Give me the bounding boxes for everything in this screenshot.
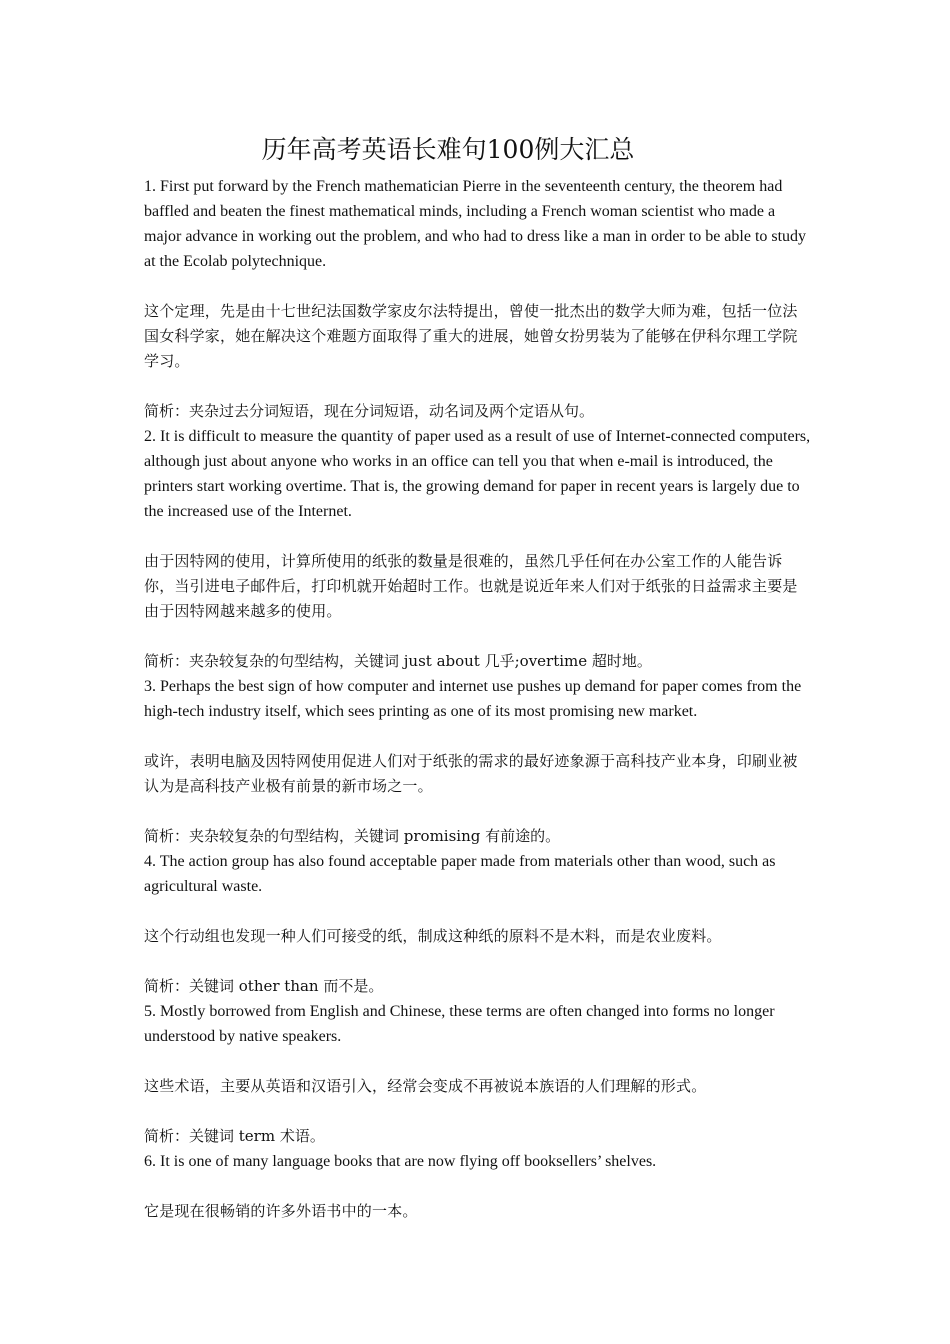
sentence-item-5 — [144, 999, 812, 1149]
sentence-item-1 — [144, 174, 812, 424]
chinese-translation: 或许，表明电脑及因特网使用促进人们对于纸张的需求的最好迹象源于高科技产业本身，印刷业被认为是高科技产业极有前景的新市场之一。 — [144, 752, 798, 795]
chinese-translation: 这个定理，先是由十七世纪法国数学家皮尔法特提出，曾使一批杰出的数学大师为难，包括一位法国女科学家，她在解决这个难题方面取得了重大的进展，她曾女扮男装为了能够在伊科尔理工学院学习。 — [144, 302, 798, 370]
chinese-translation: 它是现在很畅销的许多外语书中的一本。 — [144, 1202, 418, 1220]
sentence-item-2 — [144, 424, 812, 674]
english-sentence: 3. Perhaps the best sign of how computer and internet use pushes up demand for paper comes from the high-tech industry itself, which sees printing as one of its most promising new market. — [144, 678, 802, 720]
sentence-item-3 — [144, 674, 812, 849]
chinese-translation: 这个行动组也发现一种人们可接受的纸，制成这种纸的原料不是木料，而是农业废料。 — [144, 927, 722, 945]
chinese-translation: 这些术语，主要从英语和汉语引入，经常会变成不再被说本族语的人们理解的形式。 — [144, 1077, 707, 1095]
analysis-note: 简析：夹杂过去分词短语，现在分词短语，动名词及两个定语从句。 — [144, 402, 595, 420]
english-sentence: 6. It is one of many language books that are now flying off booksellers’ shelves. — [144, 1153, 657, 1170]
document-title: 历年高考英语长难句100例大汇总 — [261, 135, 635, 164]
sentence-item-6 — [144, 1149, 812, 1224]
english-sentence: 4. The action group has also found acceptable paper made from materials other than wood, such as agricultural waste. — [144, 853, 776, 895]
analysis-note: 简析：关键词 term 术语。 — [144, 1127, 325, 1145]
english-sentence: 1. First put forward by the French mathematician Pierre in the seventeenth century, the theorem had baffled and beaten the finest mathematical minds, including a French woman scientist who made a major advance in working out the problem, and who had to dress like a man in order to be able to study at the Ecolab polytechnique. — [144, 178, 807, 270]
document-body — [144, 174, 812, 1224]
analysis-note: 简析：夹杂较复杂的句型结构，关键词 promising 有前途的。 — [144, 827, 561, 845]
analysis-note: 简析：夹杂较复杂的句型结构，关键词 just about 几乎;overtime 超时地。 — [144, 652, 652, 670]
analysis-note: 简析：关键词 other than 而不是。 — [144, 977, 384, 995]
sentence-item-4 — [144, 849, 812, 999]
english-sentence: 5. Mostly borrowed from English and Chinese, these terms are often changed into forms no longer understood by native speakers. — [144, 1003, 775, 1045]
english-sentence: 2. It is difficult to measure the quantity of paper used as a result of use of Internet-connected computers, although just about anyone who works in an office can tell you that when e-mail is introduced, the printers start working overtime. That is, the growing demand for paper in recent years is largely due to the increased use of the Internet. — [144, 428, 811, 520]
chinese-translation: 由于因特网的使用，计算所使用的纸张的数量是很难的，虽然几乎任何在办公室工作的人能告诉你，当引进电子邮件后，打印机就开始超时工作。也就是说近年来人们对于纸张的日益需求主要是由于因特网越来越多的使用。 — [144, 552, 798, 620]
